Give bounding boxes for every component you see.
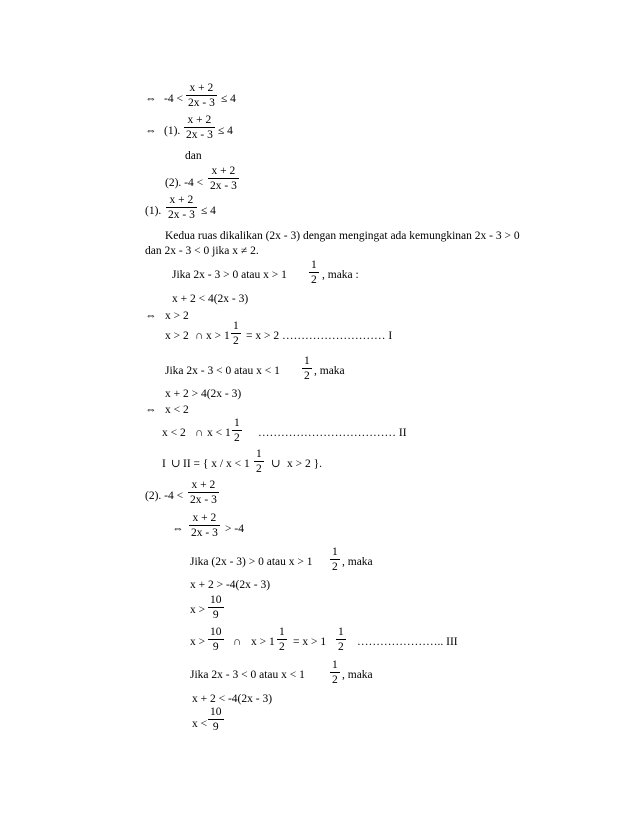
intersection-symbol: ∩ xyxy=(233,636,242,648)
fraction: $\frac{1}{2}$ xyxy=(304,355,310,382)
iff-symbol: ⇔ xyxy=(172,523,184,535)
text: x < 1 xyxy=(207,427,231,439)
text: x > xyxy=(190,604,206,616)
fraction: $\frac{1}{2}$ xyxy=(338,626,344,653)
text: = x > 1 xyxy=(293,636,327,648)
text: , maka : xyxy=(322,269,359,281)
text: x + 2 < 4(2x - 3) xyxy=(172,293,249,305)
text: x > xyxy=(190,636,206,648)
text: dan 2x - 3 < 0 jika x ≠ 2. xyxy=(145,245,259,257)
text: x < xyxy=(192,718,208,730)
text: x > 1 xyxy=(206,330,230,342)
iff-symbol: ⇔ xyxy=(145,93,157,105)
text: x < 2 xyxy=(162,427,186,439)
fraction: $\frac{1}{2}$ xyxy=(332,659,338,686)
text: , maka xyxy=(314,365,345,377)
text: , maka xyxy=(342,669,373,681)
text: -4 < xyxy=(164,93,183,105)
text: (2). -4 < xyxy=(165,177,204,189)
text: x > 1 xyxy=(251,636,275,648)
text: Jika 2x - 3 < 0 atau x < 1 xyxy=(165,365,280,377)
fraction: $\frac{1}{2}$ xyxy=(332,546,338,573)
fraction: $\frac{1}{2}$ xyxy=(233,320,239,347)
iff-symbol: ⇔ xyxy=(145,310,157,322)
fraction: $\frac{x + 2}{2x - 3}$ xyxy=(190,479,217,506)
text: I xyxy=(162,458,166,470)
fraction: $\frac{10}{9}$ xyxy=(210,706,222,733)
iff-symbol: ⇔ xyxy=(145,404,157,416)
text: II = { x / x < 1 xyxy=(183,458,250,470)
text: x + 2 < -4(2x - 3) xyxy=(192,693,273,705)
text: (2). -4 < xyxy=(145,490,184,502)
fraction: $\frac{x + 2}{2x - 3}$ xyxy=(168,194,195,221)
text: , maka xyxy=(342,556,373,568)
text: x > 2 xyxy=(165,310,189,322)
union-symbol: ∪ xyxy=(171,458,181,470)
fraction: $\frac{x + 2}{2x - 3}$ xyxy=(186,114,213,141)
text: x < 2 xyxy=(165,404,189,416)
fraction: $\frac{10}{9}$ xyxy=(210,626,222,653)
text: x > 2 }. xyxy=(287,458,323,470)
text: ≤ 4 xyxy=(221,93,236,105)
text: = x > 2 ……………………… I xyxy=(246,330,393,342)
fraction: $\frac{1}{2}$ xyxy=(311,259,317,286)
text: Jika (2x - 3) > 0 atau x > 1 xyxy=(190,556,313,568)
text: Jika 2x - 3 < 0 atau x < 1 xyxy=(190,669,305,681)
fraction: $\frac{1}{2}$ xyxy=(279,626,285,653)
text: x + 2 > 4(2x - 3) xyxy=(165,388,242,400)
fraction: $\frac{x + 2}{2x - 3}$ xyxy=(188,82,215,109)
text: dan xyxy=(185,150,202,162)
fraction: $\frac{x + 2}{2x - 3}$ xyxy=(191,512,218,539)
text: > -4 xyxy=(225,523,244,535)
text: Jika 2x - 3 > 0 atau x > 1 xyxy=(172,269,287,281)
text: x > 2 xyxy=(165,330,189,342)
fraction: $\frac{10}{9}$ xyxy=(210,594,222,621)
text: (1). xyxy=(145,205,162,217)
text: ≤ 4 xyxy=(218,125,233,137)
union-symbol: ∪ xyxy=(271,458,281,470)
text: ………………….. III xyxy=(357,636,458,648)
fraction: $\frac{x + 2}{2x - 3}$ xyxy=(210,165,237,192)
text: x + 2 > -4(2x - 3) xyxy=(190,579,271,591)
text: ……………………………… II xyxy=(258,427,407,439)
fraction: $\frac{1}{2}$ xyxy=(234,417,240,444)
iff-symbol: ⇔ xyxy=(145,125,157,137)
fraction: $\frac{1}{2}$ xyxy=(256,448,262,475)
intersection-symbol: ∩ xyxy=(195,427,204,439)
text: ≤ 4 xyxy=(201,205,216,217)
intersection-symbol: ∩ xyxy=(195,330,204,342)
text: Kedua ruas dikalikan (2x - 3) dengan mengingat ada kemungkinan 2x - 3 > 0 xyxy=(165,230,520,242)
text: (1). xyxy=(164,125,181,137)
